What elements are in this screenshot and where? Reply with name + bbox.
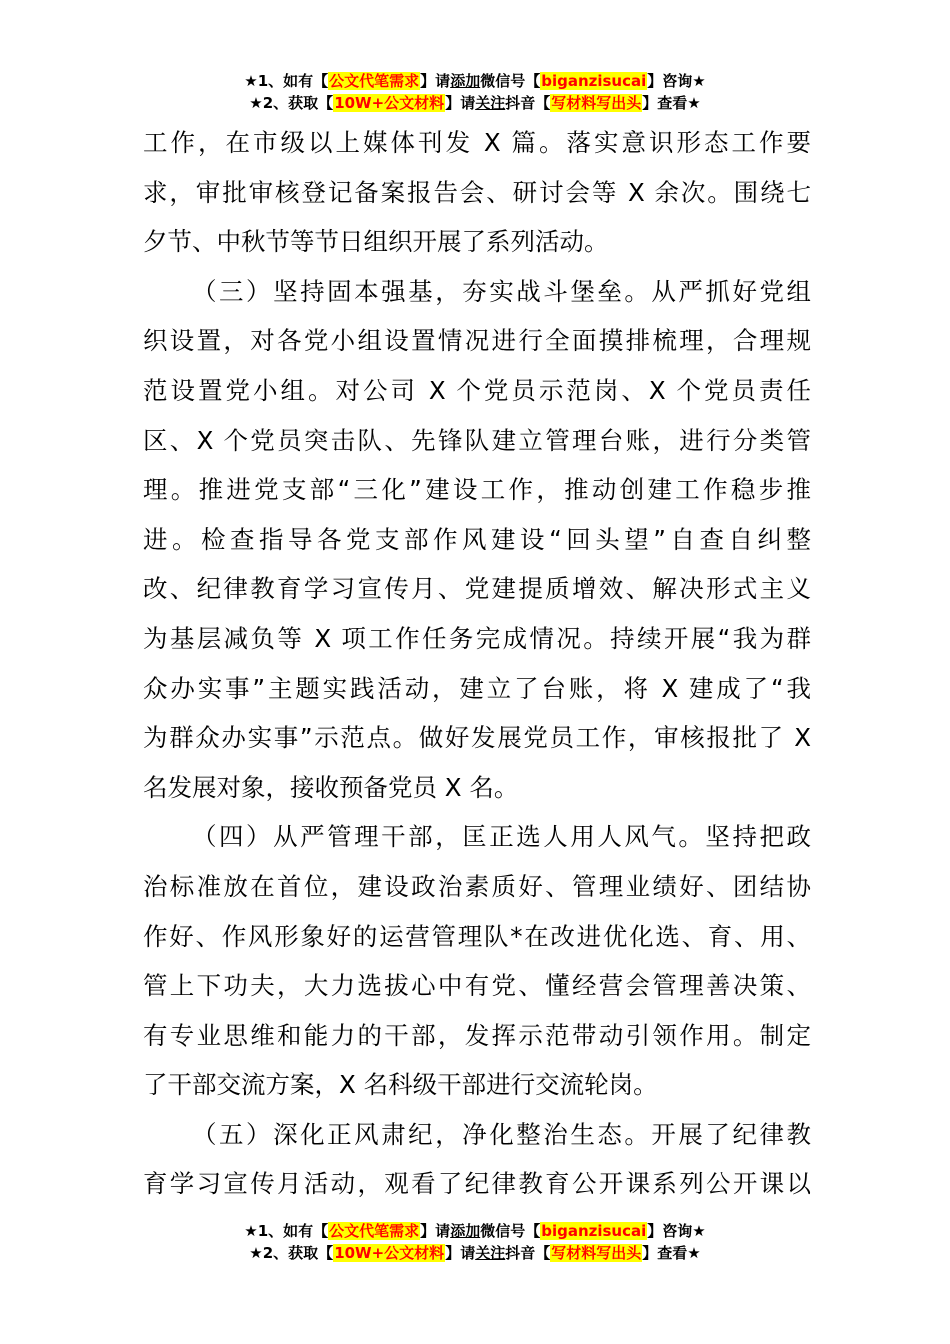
banner-highlight: 10W+公文材料	[334, 1244, 445, 1262]
banner-text: 微信号【	[480, 1222, 541, 1240]
banner-text: 】请	[445, 94, 476, 112]
banner-text: 抖音【	[505, 1244, 551, 1262]
banner-underlined-text: 添加	[450, 72, 481, 90]
text-line: 名发展对象，接收预备党员 X 名。	[143, 772, 519, 802]
banner-line-1	[0, 70, 950, 92]
text-line: 治标准放在首位，建设政治素质好、管理业绩好、团结协	[143, 871, 811, 901]
banner-highlight: 写材料写出头	[551, 94, 642, 112]
text-line: 范设置党小组。对公司 X 个党员示范岗、X 个党员责任	[143, 375, 811, 405]
banner-text: ★2、获取【	[249, 1244, 334, 1262]
banner-text: 微信号【	[480, 72, 541, 90]
banner-line-1	[0, 1220, 950, 1242]
banner-text: 】查看★	[642, 94, 701, 112]
text-line: 为群众办实事”示范点。做好发展党员工作，审核报批了 X	[143, 723, 811, 753]
banner-text: 抖音【	[505, 94, 551, 112]
banner-text: 】请	[420, 1222, 451, 1240]
banner-highlight: 写材料写出头	[551, 1244, 642, 1262]
document-body	[143, 118, 811, 1209]
text-line: 作好、作风形象好的运营管理队*在改进优化选、育、用、	[143, 921, 811, 951]
text-line: 求，审批审核登记备案报告会、研讨会等 X 余次。围绕七	[143, 177, 811, 207]
banner-text: ★1、如有【	[244, 1222, 329, 1240]
banner-text: 】请	[420, 72, 451, 90]
banner-text: 】咨询★	[647, 1222, 706, 1240]
banner-highlight: 公文代笔需求	[329, 72, 420, 90]
header-banner	[0, 70, 950, 114]
banner-underlined-text: 关注	[475, 1244, 506, 1262]
banner-line-2	[0, 1242, 950, 1264]
banner-line-2	[0, 92, 950, 114]
text-line: 有专业思维和能力的干部，发挥示范带动引领作用。制定	[143, 1020, 811, 1050]
text-line: 进。检查指导各党支部作风建设“回头望”自查自纠整	[143, 524, 811, 554]
banner-highlight: biganzisucai	[541, 72, 647, 90]
section-heading-line: （四）从严管理干部，匡正选人用人风气。坚持把政	[192, 822, 811, 852]
banner-underlined-text: 添加	[450, 1222, 481, 1240]
text-line: 育学习宣传月活动，观看了纪律教育公开课系列公开课以	[143, 1169, 811, 1199]
text-line: 理。推进党支部“三化”建设工作，推动创建工作稳步推	[143, 475, 811, 505]
section-heading-line: （三）坚持固本强基，夯实战斗堡垒。从严抓好党组	[192, 276, 811, 306]
text-line: 众办实事”主题实践活动，建立了台账，将 X 建成了“我	[143, 673, 811, 703]
banner-text: 】咨询★	[647, 72, 706, 90]
section-heading-line: （五）深化正风肃纪，净化整治生态。开展了纪律教	[192, 1119, 811, 1149]
banner-text: 】请	[445, 1244, 476, 1262]
text-line: 夕节、中秋节等节日组织开展了系列活动。	[143, 227, 609, 257]
text-line: 了干部交流方案，X 名科级干部进行交流轮岗。	[143, 1070, 658, 1100]
text-line: 管上下功夫，大力选拔心中有党、懂经营会管理善决策、	[143, 971, 811, 1001]
text-line: 改、纪律教育学习宣传月、党建提质增效、解决形式主义	[143, 574, 811, 604]
text-line: 工作，在市级以上媒体刊发 X 篇。落实意识形态工作要	[143, 128, 811, 157]
text-line: 区、X 个党员突击队、先锋队建立管理台账，进行分类管	[143, 425, 811, 455]
text-line: 为基层减负等 X 项工作任务完成情况。持续开展“我为群	[143, 623, 811, 653]
banner-text: ★2、获取【	[249, 94, 334, 112]
banner-underlined-text: 关注	[475, 94, 506, 112]
banner-highlight: 10W+公文材料	[334, 94, 445, 112]
banner-highlight: 公文代笔需求	[329, 1222, 420, 1240]
text-line: 织设置，对各党小组设置情况进行全面摸排梳理，合理规	[143, 326, 811, 356]
footer-banner	[0, 1220, 950, 1264]
banner-text: 】查看★	[642, 1244, 701, 1262]
banner-highlight: biganzisucai	[541, 1222, 647, 1240]
banner-text: ★1、如有【	[244, 72, 329, 90]
